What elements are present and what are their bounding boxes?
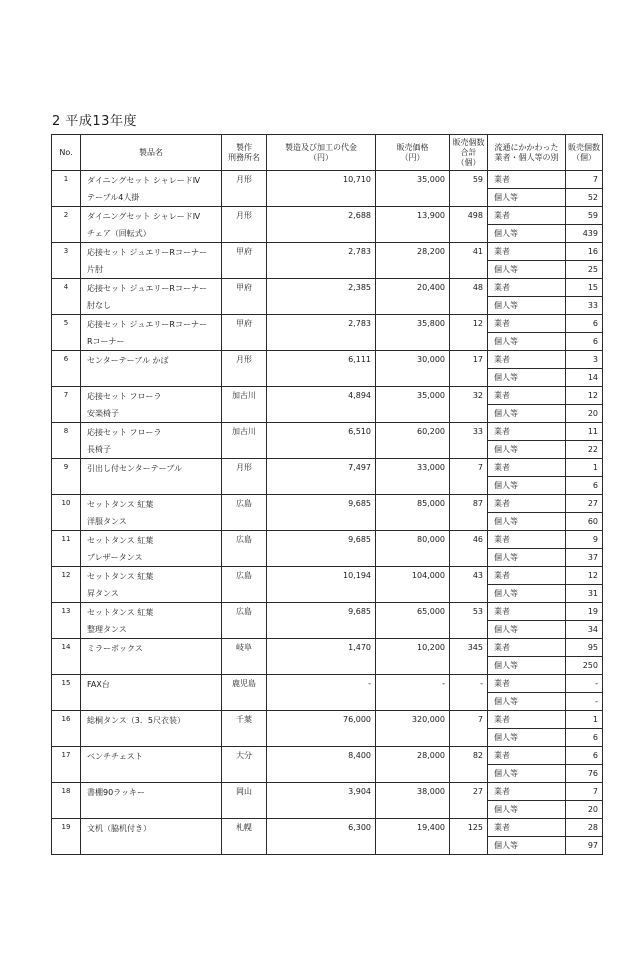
product-name-line2 bbox=[81, 369, 221, 386]
prison-name: 鹿児島 bbox=[222, 675, 267, 711]
product-name-line2: ブレザータンス bbox=[87, 552, 143, 562]
qty-individual: 14 bbox=[566, 369, 603, 387]
channel-type-business: 業者 bbox=[488, 207, 566, 225]
price-value: 33,000 bbox=[376, 459, 450, 495]
header-product: 製品名 bbox=[81, 135, 222, 171]
qty-individual: 33 bbox=[566, 297, 603, 315]
price-value: 35,800 bbox=[376, 315, 450, 351]
cost-value: 9,685 bbox=[267, 495, 376, 531]
table-row bbox=[52, 783, 603, 801]
row-number: 14 bbox=[52, 639, 81, 675]
product-name-line2 bbox=[81, 729, 221, 746]
qty-business: 11 bbox=[566, 423, 603, 441]
qty-individual: - bbox=[566, 693, 603, 711]
prison-name: 甲府 bbox=[222, 279, 267, 315]
cost-value: 10,710 bbox=[267, 171, 376, 207]
prison-name: 甲府 bbox=[222, 315, 267, 351]
row-number: 1 bbox=[52, 171, 81, 207]
cost-value: 7,497 bbox=[267, 459, 376, 495]
channel-type-business: 業者 bbox=[488, 531, 566, 549]
product-name-line1: FAX台 bbox=[87, 679, 110, 689]
total-count: 7 bbox=[450, 711, 488, 747]
prison-name: 大分 bbox=[222, 747, 267, 783]
product-name-cell bbox=[81, 495, 222, 531]
channel-type-business: 業者 bbox=[488, 351, 566, 369]
channel-type-business: 業者 bbox=[488, 315, 566, 333]
channel-type-individual: 個人等 bbox=[488, 837, 566, 855]
qty-individual: 6 bbox=[566, 477, 603, 495]
channel-type-individual: 個人等 bbox=[488, 621, 566, 639]
product-name-line1: 総桐タンス（3．5尺衣装） bbox=[87, 715, 185, 725]
total-count: 53 bbox=[450, 603, 488, 639]
product-name-line1: セットタンス 紅葉 bbox=[87, 499, 154, 509]
prison-name: 月形 bbox=[222, 351, 267, 387]
cost-value: 4,894 bbox=[267, 387, 376, 423]
qty-business: 12 bbox=[566, 387, 603, 405]
row-number: 19 bbox=[52, 819, 81, 855]
section-heading: 2 平成13年度 bbox=[52, 114, 137, 129]
prison-name: 月形 bbox=[222, 207, 267, 243]
channel-type-individual: 個人等 bbox=[488, 225, 566, 243]
product-name-line2 bbox=[81, 801, 221, 818]
channel-type-business: 業者 bbox=[488, 387, 566, 405]
row-number: 16 bbox=[52, 711, 81, 747]
row-number: 2 bbox=[52, 207, 81, 243]
total-count: 27 bbox=[450, 783, 488, 819]
total-count: 82 bbox=[450, 747, 488, 783]
row-number: 6 bbox=[52, 351, 81, 387]
header-no: No. bbox=[52, 135, 81, 171]
price-value: 35,000 bbox=[376, 387, 450, 423]
qty-individual: 439 bbox=[566, 225, 603, 243]
qty-business: 7 bbox=[566, 171, 603, 189]
channel-type-individual: 個人等 bbox=[488, 189, 566, 207]
product-name-line1: 引出し付センターテーブル bbox=[87, 463, 182, 473]
price-value: 10,200 bbox=[376, 639, 450, 675]
channel-type-business: 業者 bbox=[488, 783, 566, 801]
prison-name: 広島 bbox=[222, 603, 267, 639]
channel-type-individual: 個人等 bbox=[488, 297, 566, 315]
table-row bbox=[52, 747, 603, 765]
channel-type-individual: 個人等 bbox=[488, 333, 566, 351]
cost-value: 9,685 bbox=[267, 531, 376, 567]
header-total: 販売個数 合計（個） bbox=[450, 135, 488, 171]
channel-type-individual: 個人等 bbox=[488, 801, 566, 819]
product-name-cell bbox=[81, 279, 222, 315]
product-name-line2: 長椅子 bbox=[87, 444, 111, 454]
channel-type-business: 業者 bbox=[488, 603, 566, 621]
cost-value: 1,470 bbox=[267, 639, 376, 675]
product-name-cell bbox=[81, 567, 222, 603]
row-number: 7 bbox=[52, 387, 81, 423]
total-count: 345 bbox=[450, 639, 488, 675]
prison-name: 甲府 bbox=[222, 243, 267, 279]
product-name-line1: ダイニングセット シャレードⅣ bbox=[87, 175, 201, 185]
product-name-line2 bbox=[81, 477, 221, 494]
prison-name: 加古川 bbox=[222, 387, 267, 423]
product-name-cell bbox=[81, 819, 222, 855]
product-name-line1: セットタンス 紅葉 bbox=[87, 607, 154, 617]
product-name-line1: セットタンス 紅葉 bbox=[87, 571, 154, 581]
price-value: 19,400 bbox=[376, 819, 450, 855]
table-row bbox=[52, 171, 603, 189]
total-count: 87 bbox=[450, 495, 488, 531]
channel-type-business: 業者 bbox=[488, 171, 566, 189]
product-name-cell bbox=[81, 351, 222, 387]
total-count: 7 bbox=[450, 459, 488, 495]
channel-type-individual: 個人等 bbox=[488, 405, 566, 423]
prison-name: 岡山 bbox=[222, 783, 267, 819]
qty-individual: 22 bbox=[566, 441, 603, 459]
row-number: 12 bbox=[52, 567, 81, 603]
product-name-line1: 応接セット ジュエリーRコーナー bbox=[87, 247, 207, 257]
cost-value: 2,783 bbox=[267, 243, 376, 279]
qty-individual: 6 bbox=[566, 333, 603, 351]
product-name-line2: 整理タンス bbox=[87, 624, 127, 634]
header-qty: 販売個数 （個） bbox=[566, 135, 603, 171]
table-header-row bbox=[52, 135, 603, 171]
channel-type-individual: 個人等 bbox=[488, 657, 566, 675]
total-count: 12 bbox=[450, 315, 488, 351]
qty-business: 59 bbox=[566, 207, 603, 225]
product-name-cell bbox=[81, 423, 222, 459]
product-name-cell bbox=[81, 207, 222, 243]
product-name-line1: 応接セット ジュエリーRコーナー bbox=[87, 283, 207, 293]
table-row bbox=[52, 639, 603, 657]
product-name-line2 bbox=[81, 765, 221, 782]
total-count: 33 bbox=[450, 423, 488, 459]
qty-business: 6 bbox=[566, 315, 603, 333]
product-name-line2: 洋服タンス bbox=[87, 516, 127, 526]
product-name-line1: 応接セット ジュエリーRコーナー bbox=[87, 319, 207, 329]
table-row bbox=[52, 603, 603, 621]
header-cost: 製造及び加工の代金 （円） bbox=[267, 135, 376, 171]
product-name-cell bbox=[81, 711, 222, 747]
qty-business: 1 bbox=[566, 459, 603, 477]
channel-type-individual: 個人等 bbox=[488, 765, 566, 783]
qty-business: 6 bbox=[566, 747, 603, 765]
cost-value: 2,783 bbox=[267, 315, 376, 351]
row-number: 11 bbox=[52, 531, 81, 567]
price-value: 28,200 bbox=[376, 243, 450, 279]
table-row bbox=[52, 819, 603, 837]
table-row bbox=[52, 243, 603, 261]
channel-type-individual: 個人等 bbox=[488, 693, 566, 711]
product-name-cell bbox=[81, 459, 222, 495]
cost-value: 76,000 bbox=[267, 711, 376, 747]
price-value: - bbox=[376, 675, 450, 711]
price-value: 80,000 bbox=[376, 531, 450, 567]
product-name-line2: Rコーナー bbox=[87, 336, 125, 346]
product-name-cell bbox=[81, 243, 222, 279]
row-number: 15 bbox=[52, 675, 81, 711]
row-number: 5 bbox=[52, 315, 81, 351]
product-name-cell bbox=[81, 315, 222, 351]
table-row bbox=[52, 423, 603, 441]
table-body bbox=[52, 171, 603, 855]
product-name-cell bbox=[81, 639, 222, 675]
price-value: 20,400 bbox=[376, 279, 450, 315]
qty-business: 9 bbox=[566, 531, 603, 549]
table-row bbox=[52, 459, 603, 477]
product-name-line1: ダイニングセット シャレードⅣ bbox=[87, 211, 201, 221]
qty-business: 3 bbox=[566, 351, 603, 369]
product-name-cell bbox=[81, 783, 222, 819]
row-number: 17 bbox=[52, 747, 81, 783]
qty-individual: 60 bbox=[566, 513, 603, 531]
total-count: 46 bbox=[450, 531, 488, 567]
product-name-line1: ミラーボックス bbox=[87, 643, 143, 653]
total-count: 41 bbox=[450, 243, 488, 279]
qty-business: 27 bbox=[566, 495, 603, 513]
channel-type-business: 業者 bbox=[488, 279, 566, 297]
product-name-line2: 安楽椅子 bbox=[87, 408, 119, 418]
qty-business: 7 bbox=[566, 783, 603, 801]
row-number: 3 bbox=[52, 243, 81, 279]
qty-individual: 6 bbox=[566, 729, 603, 747]
product-name-line1: 応接セット フローラ bbox=[87, 427, 162, 437]
table-row bbox=[52, 207, 603, 225]
channel-type-business: 業者 bbox=[488, 675, 566, 693]
channel-type-individual: 個人等 bbox=[488, 729, 566, 747]
sales-table bbox=[51, 134, 603, 855]
row-number: 9 bbox=[52, 459, 81, 495]
total-count: 43 bbox=[450, 567, 488, 603]
product-name-cell bbox=[81, 387, 222, 423]
price-value: 38,000 bbox=[376, 783, 450, 819]
channel-type-individual: 個人等 bbox=[488, 477, 566, 495]
channel-type-business: 業者 bbox=[488, 423, 566, 441]
total-count: 32 bbox=[450, 387, 488, 423]
table-row bbox=[52, 351, 603, 369]
qty-individual: 52 bbox=[566, 189, 603, 207]
cost-value: 6,111 bbox=[267, 351, 376, 387]
qty-individual: 20 bbox=[566, 405, 603, 423]
qty-individual: 34 bbox=[566, 621, 603, 639]
prison-name: 月形 bbox=[222, 171, 267, 207]
price-value: 85,000 bbox=[376, 495, 450, 531]
product-name-cell bbox=[81, 747, 222, 783]
cost-value: 6,300 bbox=[267, 819, 376, 855]
channel-type-business: 業者 bbox=[488, 243, 566, 261]
header-location: 製作 刑務所名 bbox=[222, 135, 267, 171]
product-name-cell bbox=[81, 171, 222, 207]
product-name-line2 bbox=[81, 693, 221, 710]
channel-type-individual: 個人等 bbox=[488, 549, 566, 567]
header-price: 販売価格 （円） bbox=[376, 135, 450, 171]
total-count: 17 bbox=[450, 351, 488, 387]
product-name-cell bbox=[81, 603, 222, 639]
channel-type-business: 業者 bbox=[488, 711, 566, 729]
channel-type-individual: 個人等 bbox=[488, 585, 566, 603]
channel-type-individual: 個人等 bbox=[488, 261, 566, 279]
total-count: - bbox=[450, 675, 488, 711]
price-value: 60,200 bbox=[376, 423, 450, 459]
cost-value: 10,194 bbox=[267, 567, 376, 603]
qty-individual: 31 bbox=[566, 585, 603, 603]
channel-type-individual: 個人等 bbox=[488, 369, 566, 387]
qty-individual: 250 bbox=[566, 657, 603, 675]
total-count: 498 bbox=[450, 207, 488, 243]
product-name-line1: セットタンス 紅葉 bbox=[87, 535, 154, 545]
prison-name: 広島 bbox=[222, 567, 267, 603]
prison-name: 広島 bbox=[222, 531, 267, 567]
product-name-line2 bbox=[81, 837, 221, 854]
cost-value: 3,904 bbox=[267, 783, 376, 819]
channel-type-business: 業者 bbox=[488, 567, 566, 585]
row-number: 8 bbox=[52, 423, 81, 459]
table-row bbox=[52, 387, 603, 405]
product-name-cell bbox=[81, 675, 222, 711]
channel-type-business: 業者 bbox=[488, 819, 566, 837]
prison-name: 千葉 bbox=[222, 711, 267, 747]
table-row bbox=[52, 279, 603, 297]
channel-type-business: 業者 bbox=[488, 459, 566, 477]
channel-type-individual: 個人等 bbox=[488, 441, 566, 459]
price-value: 30,000 bbox=[376, 351, 450, 387]
product-name-line2: チェア（回転式） bbox=[87, 228, 151, 238]
row-number: 18 bbox=[52, 783, 81, 819]
prison-name: 広島 bbox=[222, 495, 267, 531]
product-name-line1: 文机（脇机付き） bbox=[87, 823, 151, 833]
qty-business: 12 bbox=[566, 567, 603, 585]
product-name-cell bbox=[81, 531, 222, 567]
channel-type-business: 業者 bbox=[488, 495, 566, 513]
product-name-line1: 応接セット フローラ bbox=[87, 391, 162, 401]
row-number: 10 bbox=[52, 495, 81, 531]
product-name-line1: ベンチチェスト bbox=[87, 751, 143, 761]
cost-value: 6,510 bbox=[267, 423, 376, 459]
channel-type-business: 業者 bbox=[488, 639, 566, 657]
qty-business: 1 bbox=[566, 711, 603, 729]
price-value: 104,000 bbox=[376, 567, 450, 603]
price-value: 65,000 bbox=[376, 603, 450, 639]
total-count: 48 bbox=[450, 279, 488, 315]
cost-value: 2,385 bbox=[267, 279, 376, 315]
table-row bbox=[52, 675, 603, 693]
qty-individual: 25 bbox=[566, 261, 603, 279]
header-channel: 流通にかかわった 業者・個人等の別 bbox=[488, 135, 566, 171]
product-name-line2 bbox=[81, 657, 221, 674]
price-value: 28,000 bbox=[376, 747, 450, 783]
row-number: 4 bbox=[52, 279, 81, 315]
qty-individual: 76 bbox=[566, 765, 603, 783]
table-row bbox=[52, 315, 603, 333]
qty-business: - bbox=[566, 675, 603, 693]
product-name-line2: 肘なし bbox=[87, 300, 111, 310]
product-name-line2: テーブル4人掛 bbox=[87, 192, 140, 202]
channel-type-business: 業者 bbox=[488, 747, 566, 765]
qty-business: 16 bbox=[566, 243, 603, 261]
qty-business: 15 bbox=[566, 279, 603, 297]
product-name-line1: センターテーブル かば bbox=[87, 355, 169, 365]
prison-name: 加古川 bbox=[222, 423, 267, 459]
product-name-line2: 昇タンス bbox=[87, 588, 119, 598]
prison-name: 岐阜 bbox=[222, 639, 267, 675]
table-row bbox=[52, 711, 603, 729]
cost-value: 8,400 bbox=[267, 747, 376, 783]
qty-individual: 20 bbox=[566, 801, 603, 819]
product-name-line2: 片肘 bbox=[87, 264, 103, 274]
cost-value: 2,688 bbox=[267, 207, 376, 243]
table-row bbox=[52, 567, 603, 585]
prison-name: 札幌 bbox=[222, 819, 267, 855]
total-count: 59 bbox=[450, 171, 488, 207]
row-number: 13 bbox=[52, 603, 81, 639]
qty-individual: 97 bbox=[566, 837, 603, 855]
table-row bbox=[52, 531, 603, 549]
price-value: 13,900 bbox=[376, 207, 450, 243]
qty-individual: 37 bbox=[566, 549, 603, 567]
prison-name: 月形 bbox=[222, 459, 267, 495]
channel-type-individual: 個人等 bbox=[488, 513, 566, 531]
cost-value: - bbox=[267, 675, 376, 711]
table-row bbox=[52, 495, 603, 513]
price-value: 35,000 bbox=[376, 171, 450, 207]
qty-business: 19 bbox=[566, 603, 603, 621]
price-value: 320,000 bbox=[376, 711, 450, 747]
total-count: 125 bbox=[450, 819, 488, 855]
product-name-line1: 書棚90ラッキー bbox=[87, 787, 146, 797]
qty-business: 95 bbox=[566, 639, 603, 657]
qty-business: 28 bbox=[566, 819, 603, 837]
cost-value: 9,685 bbox=[267, 603, 376, 639]
